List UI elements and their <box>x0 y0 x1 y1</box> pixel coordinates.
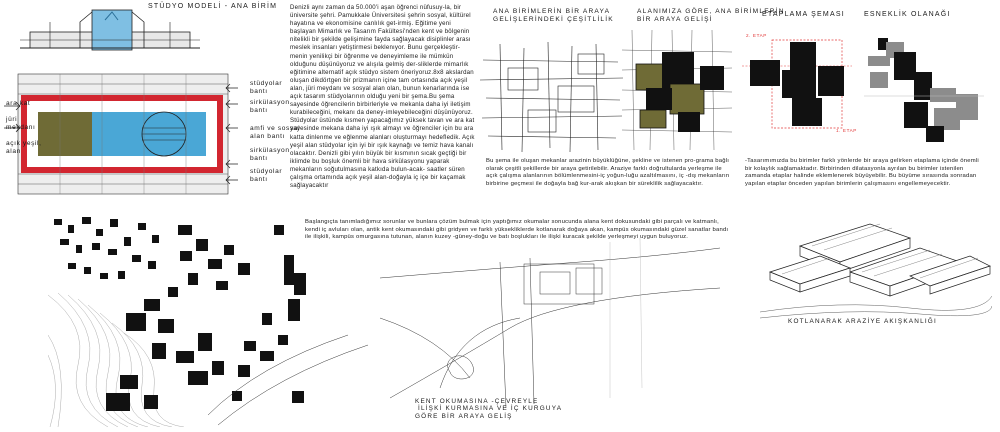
site-arrangement-title: ALANIMIZA GÖRE, ANA BİRİMLERİN BİR ARAYA GELİŞİ <box>637 8 785 23</box>
intro-paragraph: Denizli aynı zaman da 50.000'i aşan öğrenci nüfusuy-la, bir üniversite şehri. Pamukkale Üniversitesi şehrin sosyal, kültürel hayatına ve ekonomisine canlılık get-irmiş. Eğitime yeni başlayan Mimarlık ve Tasarım Fakültesi'nden kent ve bölgenin nitelikli bir şekilde gelişimine fayda sağlayacak disiplinler arası meslek insanları yetiştirmesi beklenıyor. Bunu gerçekleştir-menin yenilikçi bir öğrenme ve deneyimleme ile mümkün olduğunu düşünüyoruz ve alışıla gelmiş der-sliklerde mimarlık eğitimine alternatif açık stüdyo sistem öneriyoruz.8x8 akslardan oluşan dikdörtgen bir prizmanın içine tam ortasında açık yeşil alan, jüri meydanı ve sosyal alan olan, bunun kenarlarında ise açık tasarım stüdyolarının olduğu yeni bir şema.Bu şema sayesinde öğrencilerin birbirleriyle ve mekanla daha iyi iletişim kurabileceğini, mekanı da deney-imleyebileceğini düşünüyoruz. Stüdyolar üstünde kısmen yapacağımız yüksek tavan ve ara kat sayesinde mekana daha iyi ışık almayı ve öğrenciler için bu ara katta dinlenme ve eğlenme alanları oluşturmayı hedefledik. Açık yeşil alan stüdyolar için iyi bir ışık kaynağı ve temiz hava kanalı olacaktır. Denizli gibi yılın büyük bir kısmının sıcak geçtiği bir iklimde bu boşluk önemli bir hava sirkülasyonu yaparak mekanların soğutulmasına katkıda bulun-acak- saatler süren çalışma ortamında açık yeşil alan-doğayla iç içe bir kaçamak sağlayacaktır <box>290 4 475 190</box>
flexibility-title: ESNEKLİK OLANAĞI <box>864 11 951 18</box>
label-studios-band-top: stüdyolar bantı <box>250 80 283 95</box>
studio-model-title: STÜDYO MODELİ - ANA BİRİM <box>148 3 278 10</box>
phasing-etap1-label: 1. ETAP <box>836 128 857 133</box>
flexibility-paragraph: -Tasarımımızda bu birimler farklı yönlerde bir araya gelirken etaplama içinde önemli bir kolaylık sağlamaktadır. Birbirinden dilatasyonla ayrılan bu birimler istenilen zamanda etaplar halinde eklemlenerek büyüyebilir. Bu büyüme sırasında sonradan yapılan etaplar önceden yapılan birimlerin çalışmasını engellemeyecektir. <box>745 158 979 187</box>
phasing-title: ETAPLAMA ŞEMASI <box>762 11 845 18</box>
bottom-paragraph: Başlangıçta tanımladığımız sorunlar ve bunlara çözüm bulmak için yaptığımız okumalar sonucunda alana kent dokusundaki gibi parçalı ve katmanlı, kendi iç avluları olan, antik kent okumasındaki gibi gridyen ve farklı yüksekliklerde kotlanarak doğaya akan, kampüs okumasındaki güzel sanatlar bandı ile ilişkili, kampüs omurgasına tutunan, alanın kuzey -güney-doğu ve batı boşlukları ile ilişki kuracak şekilde yerleşmeyi uygun buluyoruz. <box>305 219 729 241</box>
label-open-green: açık yeşil, alan <box>6 140 42 155</box>
label-amphi-social: amfi ve sosyal alan bantı <box>250 125 301 140</box>
label-mezzanine: ara kat <box>6 100 31 107</box>
phasing-etap2-label: 2. ETAP <box>746 33 767 38</box>
flexibility-diagram <box>864 36 984 146</box>
caption-terrain-flow: KOTLANARAK ARAZİYE AKIŞKANLIĞI <box>788 318 937 325</box>
label-circulation-band-bottom: sirkülasyon bantı <box>250 147 290 162</box>
site-integration-sketch <box>380 238 728 408</box>
label-jury-space: jüri meydanı <box>6 116 36 131</box>
studio-section-sketch <box>20 2 200 52</box>
label-circulation-band-top: sirkülasyon bantı <box>250 99 290 114</box>
studio-plan-sketch <box>0 68 250 200</box>
units-grid-sketch <box>478 40 628 155</box>
phasing-diagram <box>742 36 852 132</box>
caption-city-reading: KENT OKUMASINA -ÇEVREYLE İLİŞKİ KURMASINA VE İÇ KURGUYA GÖRE BİR ARAYA GELİŞ <box>415 398 563 420</box>
terrain-axonometric-sketch <box>760 216 992 320</box>
units-variety-paragraph: Bu şema ile oluşan mekanlar arazinin büyüklüğüne, şekline ve istenen pro-grama bağlı olarak çeşitli şekillerde bir araya getirilebilir. Araziye farklı doğrultularda yerleşme ile açık çalışma alanlarının bölümlenmesini-iç yoğun-luğu azaltılmasını, iç -dış mekanların birbirine geçmesi ile doğayla bağ kur-arak akışkan bir süreklilik sağlayacaktır. <box>486 158 730 187</box>
units-variety-title: ANA BİRİMLERİN BİR ARAYA GELİŞLERİNDEKİ ÇEŞİTLİLİK <box>493 8 614 23</box>
site-arrangement-sketch <box>622 30 734 152</box>
site-plan <box>48 215 378 427</box>
label-studios-band-bottom: stüdyolar bantı <box>250 168 283 183</box>
